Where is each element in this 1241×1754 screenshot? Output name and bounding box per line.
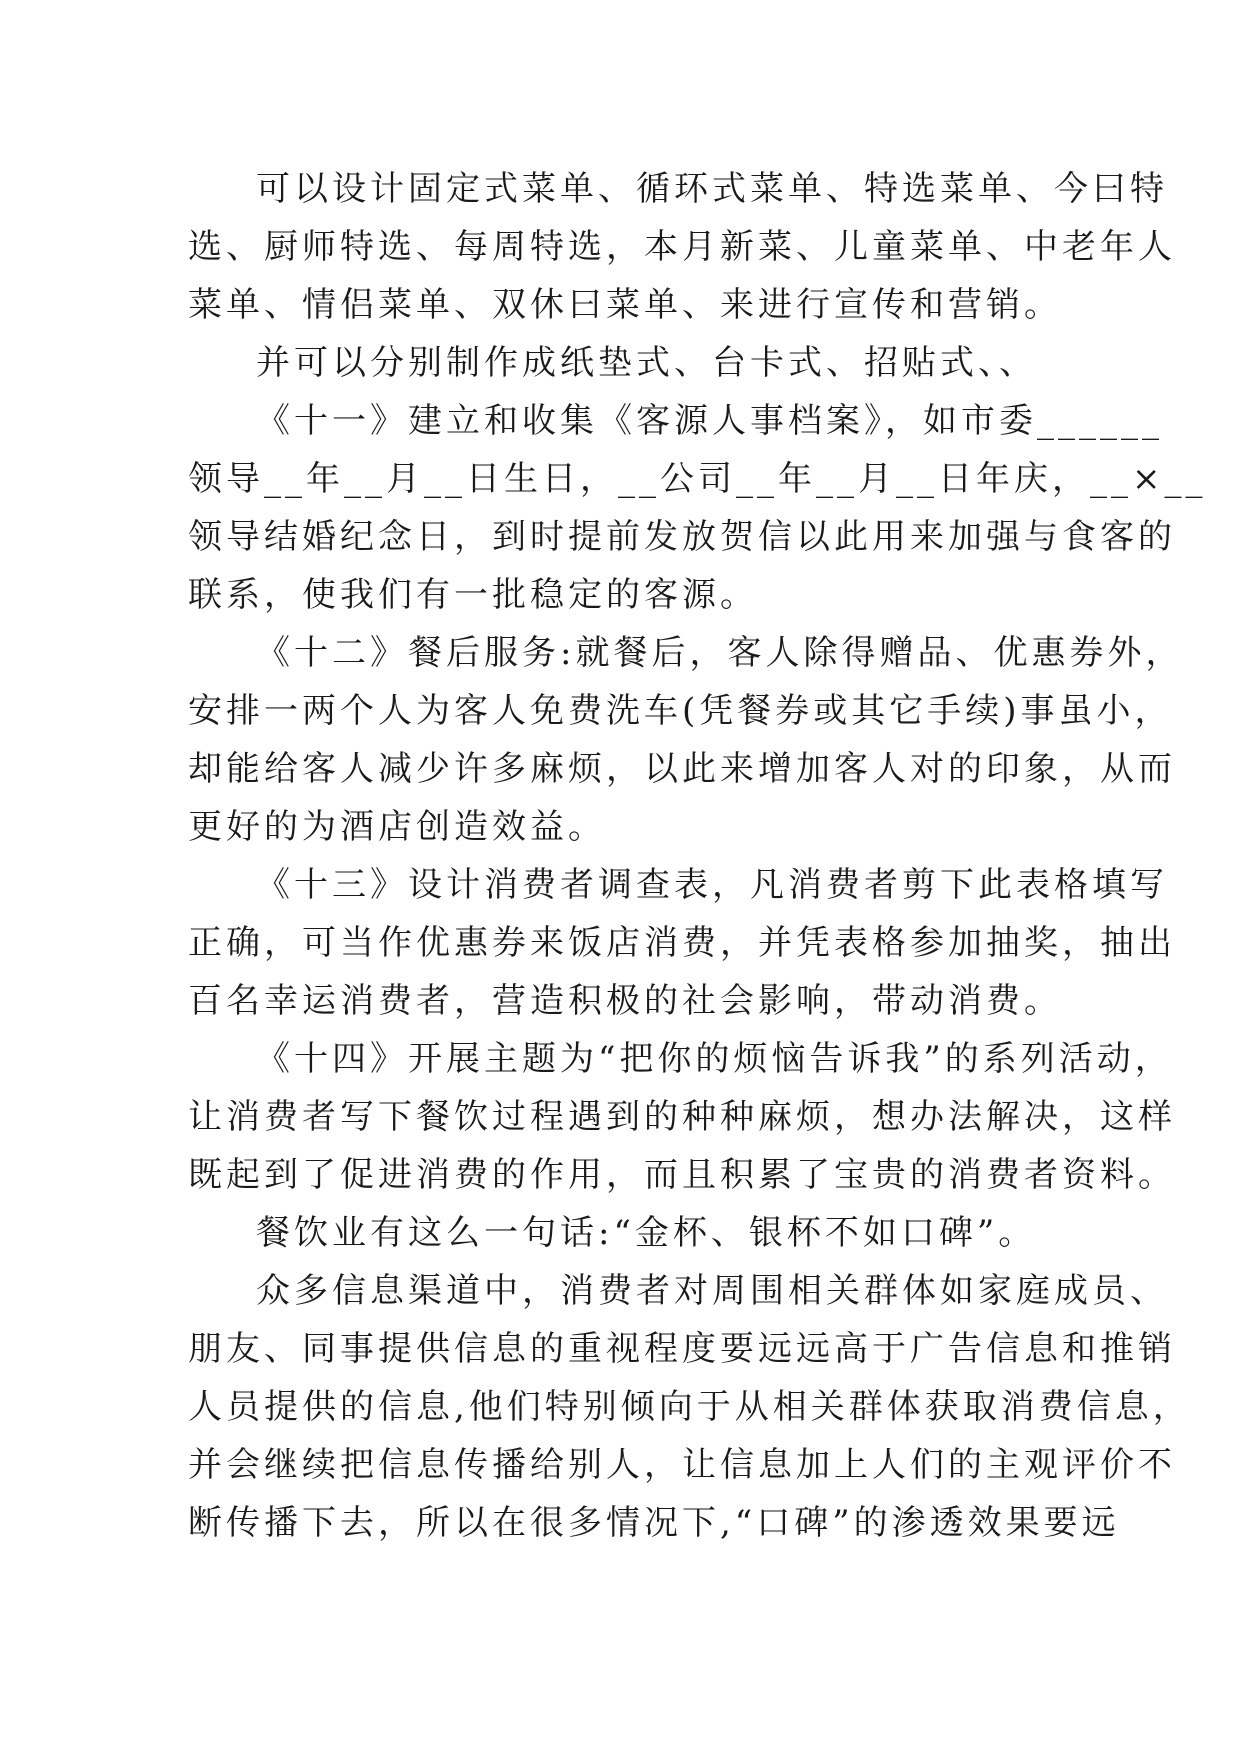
- text-line: 并可以分别制作成纸垫式、台卡式、招贴式、、: [256, 343, 1037, 383]
- text-line: 百名幸运消费者，营造积极的社会影响，带动消费。: [188, 981, 1062, 1021]
- text-line: 更好的为酒店创造效益。: [188, 807, 606, 847]
- text-line: 既起到了促进消费的作用，而且积累了宝贵的消费者资料。: [188, 1155, 1176, 1195]
- text-line: 《十二》餐后服务:就餐后，客人除得赠品、优惠券外，: [256, 633, 1184, 673]
- paragraph-saying: [188, 1204, 1058, 1262]
- text-line: 人员提供的信息,他们特别倾向于从相关群体获取消费信息，: [188, 1387, 1191, 1427]
- text-line: 选、厨师特选、每周特选，本月新菜、儿童菜单、中老年人: [188, 227, 1176, 267]
- text-line: 联系，使我们有一批稳定的客源。: [188, 575, 758, 615]
- text-line: 《十一》建立和收集《客源人事档案》，如市委______: [256, 401, 1163, 441]
- text-line: 领导__年__月__日生日，__公司__年__月__日年庆，__×__: [188, 459, 1207, 499]
- document-body: [188, 160, 1207, 1552]
- text-line: 众多信息渠道中，消费者对周围相关群体如家庭成员、: [256, 1271, 1168, 1311]
- paragraph-menu-formats: [188, 334, 1058, 392]
- paragraph-item-13: [188, 856, 1176, 1030]
- paragraph-item-11: [188, 392, 1207, 624]
- text-line: 《十三》设计消费者调查表，凡消费者剪下此表格填写: [256, 865, 1168, 905]
- text-line: 餐饮业有这么一句话:“金杯、银杯不如口碑”。: [256, 1213, 1037, 1253]
- text-line: 断传播下去，所以在很多情况下,“口碑”的渗透效果要远: [188, 1503, 1120, 1543]
- text-line: 《十四》开展主题为“把你的烦恼告诉我”的系列活动，: [256, 1039, 1173, 1079]
- paragraph-item-12: [188, 624, 1184, 856]
- text-line: 安排一两个人为客人免费洗车(凭餐券或其它手续)事虽小，: [188, 691, 1173, 731]
- paragraph-word-of-mouth: [188, 1262, 1191, 1552]
- text-line: 可以设计固定式菜单、循环式菜单、特选菜单、今曰特: [256, 169, 1168, 209]
- text-line: 菜单、情侣菜单、双休曰菜单、来进行宣传和营销。: [188, 285, 1062, 325]
- text-line: 却能给客人减少许多麻烦，以此来增加客人对的印象，从而: [188, 749, 1176, 789]
- paragraph-menu-design: [188, 160, 1176, 334]
- text-line: 朋友、同事提供信息的重视程度要远远高于广告信息和推销: [188, 1329, 1176, 1369]
- text-line: 让消费者写下餐饮过程遇到的种种麻烦，想办法解决，这样: [188, 1097, 1176, 1137]
- text-line: 并会继续把信息传播给别人，让信息加上人们的主观评价不: [188, 1445, 1176, 1485]
- text-line: 领导结婚纪念日，到时提前发放贺信以此用来加强与食客的: [188, 517, 1176, 557]
- text-line: 正确，可当作优惠券来饭店消费，并凭表格参加抽奖，抽出: [188, 923, 1176, 963]
- paragraph-item-14: [188, 1030, 1176, 1204]
